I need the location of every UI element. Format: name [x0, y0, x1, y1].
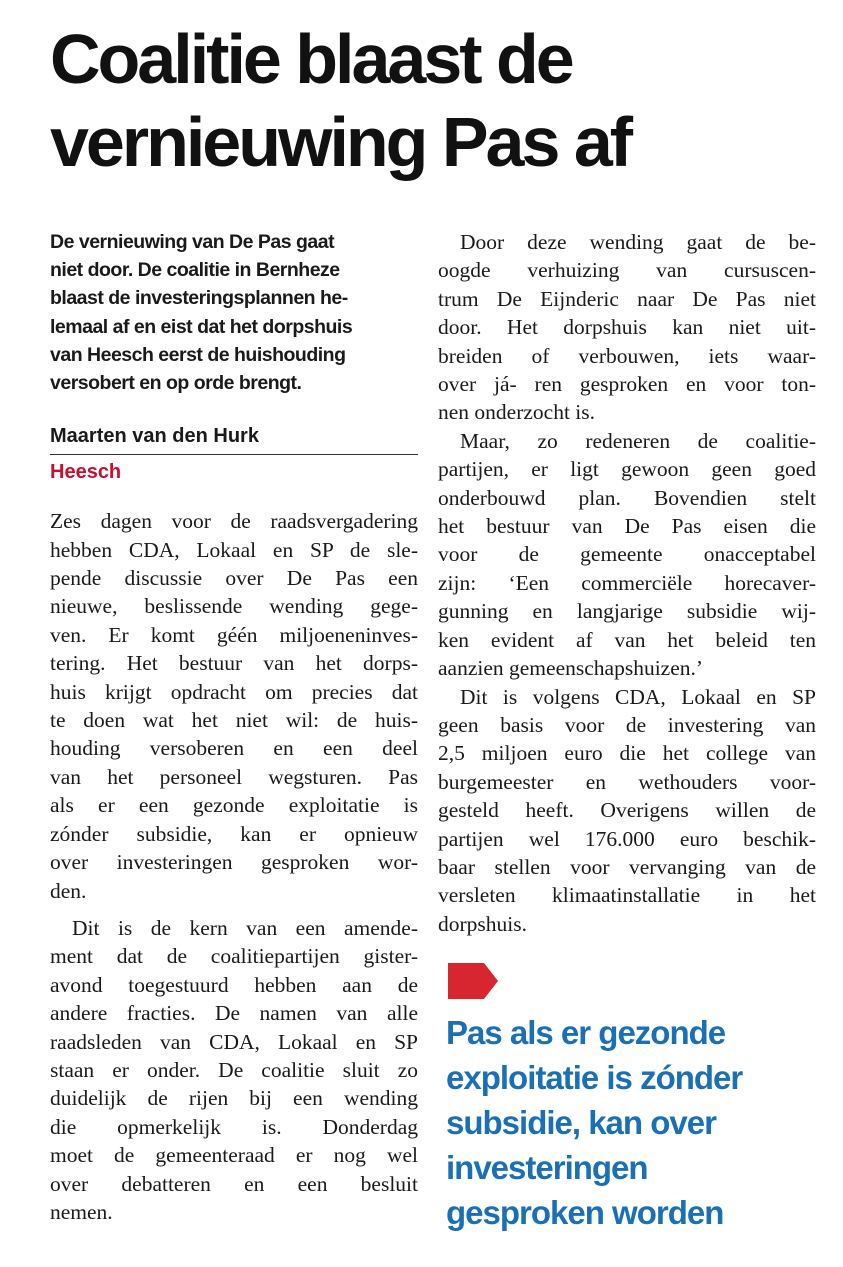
text-line: burgemeester en wethouders voor-: [438, 769, 816, 794]
text-line: oogde verhuizing van cursuscen-: [438, 258, 816, 283]
text-line: over investeringen gesproken wor-: [50, 850, 418, 875]
article-body-left: [50, 507, 418, 1226]
text-line: van het personeel wegsturen. Pas: [50, 764, 418, 789]
pull-quote-line: exploitatie is zónder: [446, 1059, 743, 1096]
paragraph: [50, 507, 418, 905]
text-line: die opmerkelijk is. Donderdag: [50, 1114, 418, 1139]
text-line: partijen, er ligt gewoon geen goed: [438, 457, 816, 482]
text-line: te doen wat het niet wil: de huis-: [50, 708, 418, 733]
text-line: onderbouwd plan. Bovendien stelt: [438, 485, 816, 510]
text-line: het bestuur van De Pas eisen die: [438, 514, 816, 539]
text-line: avond toegestuurd hebben aan de: [50, 972, 418, 997]
headline-line-1: Coalitie blaast de: [50, 20, 572, 98]
pull-quote-line: gesproken worden: [446, 1194, 724, 1231]
pull-quote-line: Pas als er gezonde: [446, 1014, 726, 1051]
text-line: duidelijk de rijen bij een wending: [50, 1086, 418, 1111]
text-line: moet de gemeenteraad er nog wel: [50, 1143, 418, 1168]
text-line: Dit is volgens CDA, Lokaal en SP: [460, 684, 816, 709]
headline: [50, 18, 830, 184]
text-line: staan er onder. De coalitie sluit zo: [50, 1057, 418, 1082]
lede-line: niet door. De coalitie in Bernheze: [50, 259, 340, 282]
text-line: nen onderzocht is.: [438, 400, 596, 425]
lede-line: versobert en op orde brengt.: [50, 372, 302, 395]
text-line: zónder subsidie, kan er opnieuw: [50, 821, 418, 846]
text-line: raadsleden van CDA, Lokaal en SP: [50, 1029, 418, 1054]
text-line: Zes dagen voor de raadsvergadering: [50, 509, 418, 534]
text-line: trum De Eijnderic naar De Pas niet: [438, 286, 816, 311]
text-line: breiden of verbouwen, iets waar-: [438, 343, 816, 368]
pull-quote: [446, 1010, 826, 1235]
text-line: baar stellen voor vervanging van de: [438, 854, 816, 879]
text-line: pende discussie over De Pas een: [50, 566, 418, 591]
dateline-location: Heesch: [50, 461, 122, 484]
left-column: [50, 228, 418, 1226]
text-line: versleten klimaatinstallatie in het: [438, 883, 816, 908]
headline-line-2: vernieuwing Pas af: [50, 103, 631, 181]
article-body-right: [438, 228, 816, 938]
lede-line: lemaal af en eist dat het dorpshuis: [50, 315, 353, 338]
text-line: partijen wel 176.000 euro beschik-: [438, 826, 816, 851]
text-line: tering. Het bestuur van het dorps-: [50, 651, 418, 676]
text-line: ven. Er komt géén miljoeneninves-: [50, 622, 418, 647]
text-line: Dit is de kern van een amende-: [72, 915, 418, 940]
text-line: dorpshuis.: [438, 911, 527, 936]
right-column: [438, 228, 816, 938]
text-line: gesteld heeft. Overigens willen de: [438, 798, 816, 823]
text-line: als er een gezonde exploitatie is: [50, 793, 418, 818]
text-line: Door deze wending gaat de be-: [460, 230, 816, 254]
text-line: den.: [50, 878, 87, 903]
text-line: houding versoberen en een deel: [50, 736, 418, 761]
lede-line: blaast de investeringsplannen he-: [50, 287, 348, 310]
text-line: nemen.: [50, 1199, 113, 1224]
paragraph: [50, 914, 418, 1226]
text-line: geen basis voor de investering van: [438, 712, 816, 737]
paragraph: [438, 228, 816, 427]
pull-quote-line: investeringen: [446, 1149, 648, 1186]
text-line: nieuwe, beslissende wending gege-: [50, 594, 418, 619]
lede: [50, 228, 418, 397]
red-arrow-tag-icon: [448, 963, 498, 999]
author-byline: Maarten van den Hurk: [50, 423, 418, 455]
text-line: zijn: ‘Een commerciële horecaver-: [438, 570, 816, 595]
pull-quote-line: subsidie, kan over: [446, 1104, 716, 1141]
paragraph: [438, 427, 816, 683]
lede-line: van Heesch eerst de huishouding: [50, 343, 346, 366]
text-line: huis krijgt opdracht om precies dat: [50, 679, 418, 704]
text-line: andere fracties. De namen van alle: [50, 1001, 418, 1026]
text-line: aanzien gemeenschapshuizen.’: [438, 656, 704, 681]
text-line: voor de gemeente onacceptabel: [438, 542, 816, 567]
text-line: ment dat de coalitiepartijen gister-: [50, 944, 418, 969]
paragraph: [438, 683, 816, 939]
text-line: 2,5 miljoen euro die het college van: [438, 741, 816, 766]
text-line: door. Het dorpshuis kan niet uit-: [438, 315, 816, 340]
lede-line: De vernieuwing van De Pas gaat: [50, 231, 335, 253]
text-line: hebben CDA, Lokaal en SP de sle-: [50, 537, 418, 562]
text-line: ken evident af van het beleid ten: [438, 627, 816, 652]
text-line: over já- ren gesproken en voor ton-: [438, 372, 816, 397]
text-line: Maar, zo redeneren de coalitie-: [460, 428, 816, 453]
text-line: over debatteren en een besluit: [50, 1171, 418, 1196]
text-line: gunning en langjarige subsidie wij-: [438, 599, 816, 624]
